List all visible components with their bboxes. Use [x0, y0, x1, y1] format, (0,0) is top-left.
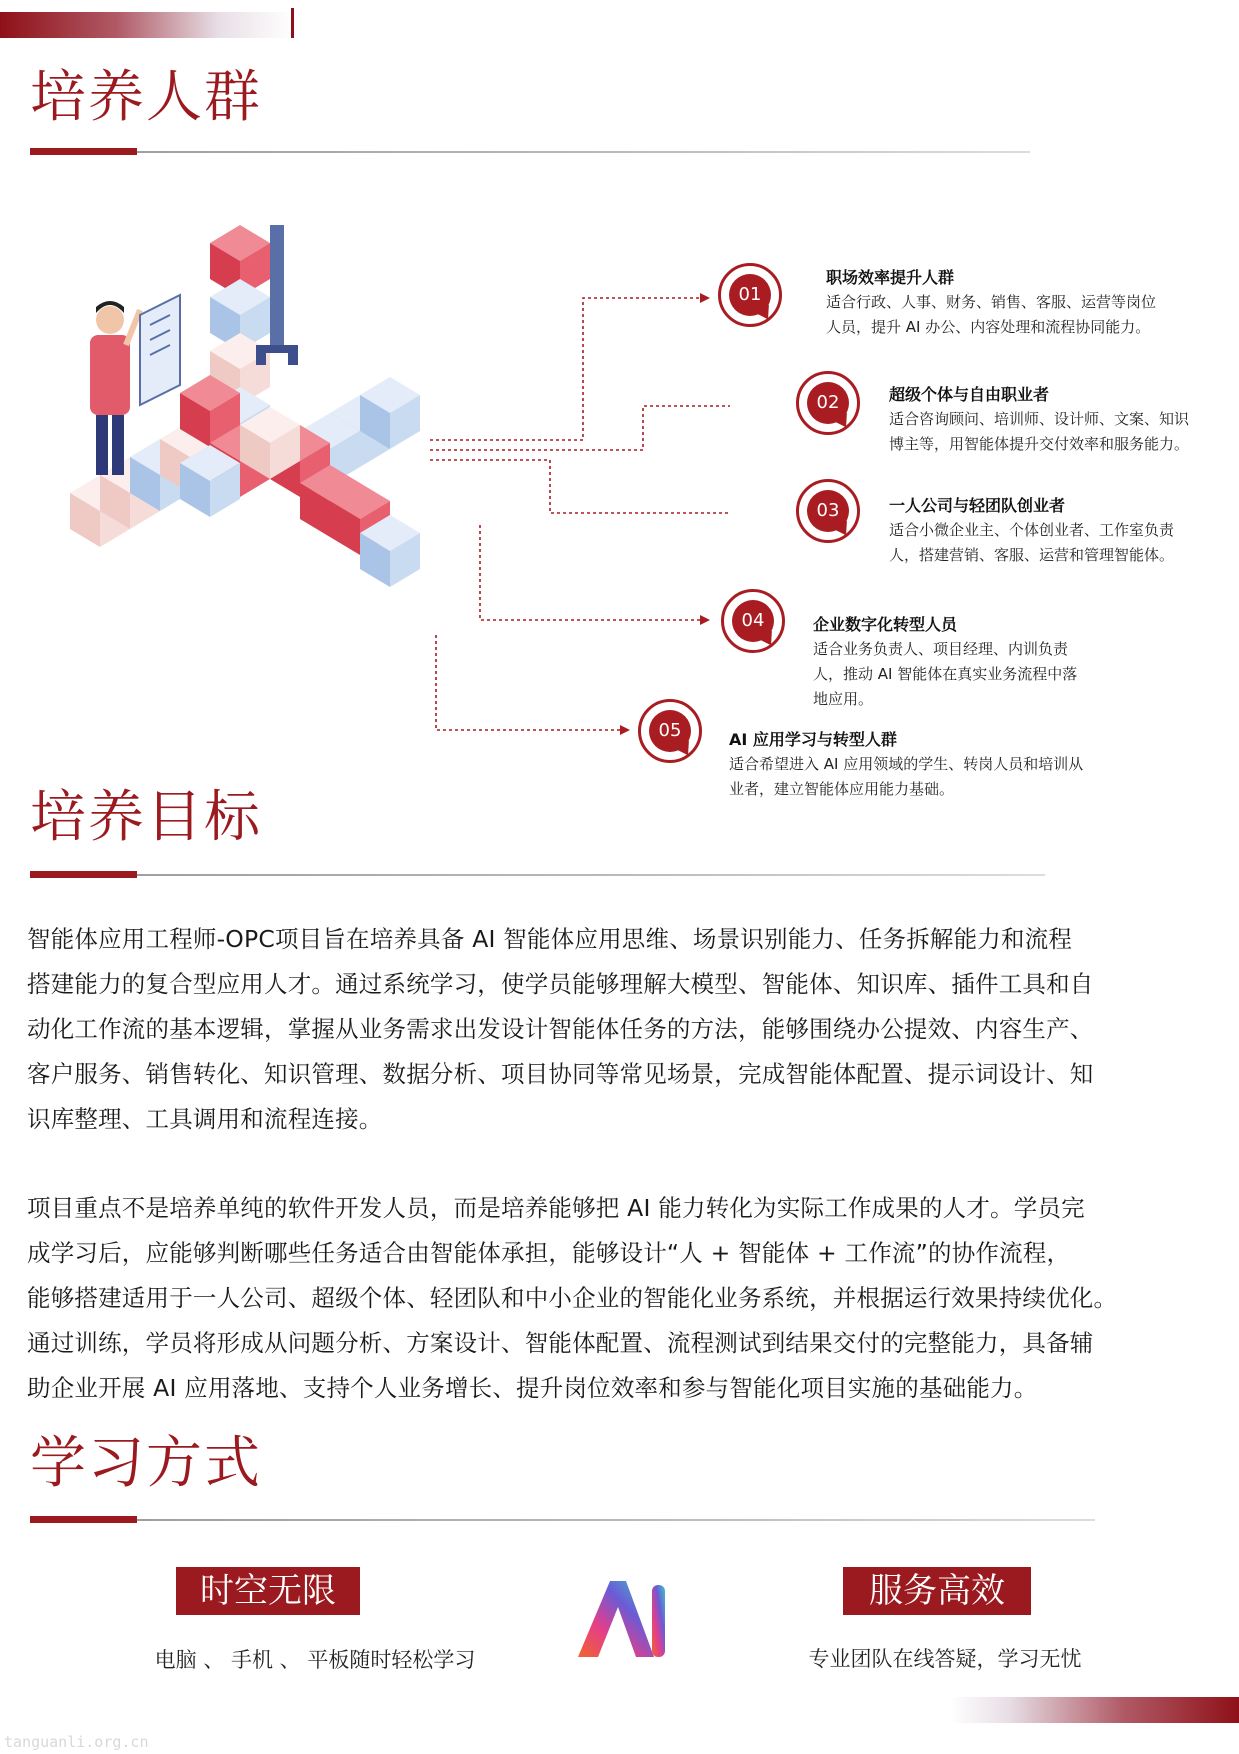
- audience-desc-05b: 业者，建立智能体应用能力基础。: [729, 780, 955, 798]
- cubes-illustration: [60, 225, 480, 655]
- audience-desc-04c: 地应用。: [813, 690, 874, 708]
- section-rule-accent-goals: [30, 871, 137, 878]
- goals-p1-line2: 搭建能力的复合型应用人才。通过系统学习，使学员能够理解大模型、智能体、知识库、插件工具和自: [27, 970, 1094, 998]
- badge-05: 05: [638, 699, 702, 763]
- audience-desc-04b: 人，推动 AI 智能体在真实业务流程中落: [813, 665, 1078, 683]
- goals-paragraph-1: [27, 917, 1227, 1142]
- audience-title-02: 超级个体与自由职业者: [889, 385, 1050, 404]
- goals-p2-line5: 助企业开展 AI 应用落地、支持个人业务增长、提升岗位效率和参与智能化项目实施的基础能力。: [27, 1374, 1038, 1402]
- goals-p2-line2: 成学习后，应能够判断哪些任务适合由智能体承担，能够设计“人 + 智能体 + 工作流”的协作流程，: [27, 1239, 1071, 1267]
- badge-01: 01: [718, 263, 782, 327]
- badge-03: 03: [796, 479, 860, 543]
- audience-title-03: 一人公司与轻团队创业者: [889, 496, 1066, 515]
- audience-title-04: 企业数字化转型人员: [813, 615, 958, 634]
- goals-p1-line3: 动化工作流的基本逻辑，掌握从业务需求出发设计智能体任务的方法，能够围绕办公提效、内容生产、: [27, 1015, 1094, 1043]
- audience-desc-02b: 博主等，用智能体提升交付效率和服务能力。: [889, 435, 1190, 453]
- audience-desc-01a: 适合行政、人事、财务、销售、客服、运营等岗位: [826, 293, 1157, 311]
- audience-desc-04a: 适合业务负责人、项目经理、内训负责: [813, 640, 1069, 658]
- goals-p1-line5: 识库整理、工具调用和流程连接。: [27, 1105, 383, 1133]
- top-decor-bar: [0, 12, 292, 38]
- badge-02: 02: [796, 371, 860, 435]
- audience-item-05: [638, 699, 702, 763]
- section-title-methods: 学习方式: [30, 1431, 262, 1496]
- goals-p1-line4: 客户服务、销售转化、知识管理、数据分析、项目协同等常见场景，完成智能体配置、提示词设计、知: [27, 1060, 1094, 1088]
- section-rule-methods: [30, 1519, 1095, 1521]
- audience-title-01: 职场效率提升人群: [826, 268, 955, 287]
- audience-desc-01b: 人员，提升 AI 办公、内容处理和流程协同能力。: [826, 318, 1151, 336]
- audience-desc-02a: 适合咨询顾问、培训师、设计师、文案、知识: [889, 410, 1190, 428]
- connector-lines: [430, 255, 730, 735]
- tag-anytime: 时空无限: [176, 1567, 360, 1615]
- audience-item-03: [796, 479, 860, 543]
- badge-04: 04: [721, 589, 785, 653]
- watermark: tanguanli.org.cn: [4, 1733, 149, 1751]
- goals-p2-line3: 能够搭建适用于一人公司、超级个体、轻团队和中小企业的智能化业务系统，并根据运行效果持续优化。: [27, 1284, 1118, 1312]
- audience-item-01: [718, 263, 782, 327]
- tag-efficient-service: 服务高效: [843, 1567, 1031, 1615]
- tag-anytime-desc: 电脑 、 手机 、 平板随时轻松学习: [154, 1648, 476, 1672]
- audience-desc-03b: 人，搭建营销、客服、运营和管理智能体。: [889, 546, 1175, 564]
- goals-paragraph-2: [27, 1186, 1227, 1411]
- section-title-audience: 培养人群: [30, 65, 262, 130]
- tag-efficient-service-desc: 专业团队在线答疑，学习无忧: [808, 1647, 1082, 1671]
- audience-title-05: AI 应用学习与转型人群: [729, 730, 897, 749]
- section-rule-goals: [30, 874, 1045, 876]
- audience-item-02: [796, 371, 860, 435]
- bottom-decor-bar: [950, 1697, 1239, 1723]
- section-rule-audience: [30, 151, 1030, 153]
- ai-logo-icon: [572, 1575, 672, 1665]
- goals-p2-line1: 项目重点不是培养单纯的软件开发人员，而是培养能够把 AI 能力转化为实际工作成果的人才。学员完: [27, 1194, 1085, 1222]
- section-rule-accent-audience: [30, 148, 137, 155]
- section-title-goals: 培养目标: [30, 785, 262, 850]
- audience-desc-05a: 适合希望进入 AI 应用领域的学生、转岗人员和培训从: [729, 755, 1084, 773]
- section-rule-accent-methods: [30, 1516, 137, 1523]
- audience-desc-03a: 适合小微企业主、个体创业者、工作室负责: [889, 521, 1175, 539]
- goals-p1-line1: 智能体应用工程师-OPC项目旨在培养具备 AI 智能体应用思维、场景识别能力、任务拆解能力和流程: [27, 925, 1073, 953]
- goals-p2-line4: 通过训练，学员将形成从问题分析、方案设计、智能体配置、流程测试到结果交付的完整能力，具备辅: [27, 1329, 1094, 1357]
- top-decor-tick: [291, 8, 294, 38]
- audience-item-04: [721, 589, 785, 653]
